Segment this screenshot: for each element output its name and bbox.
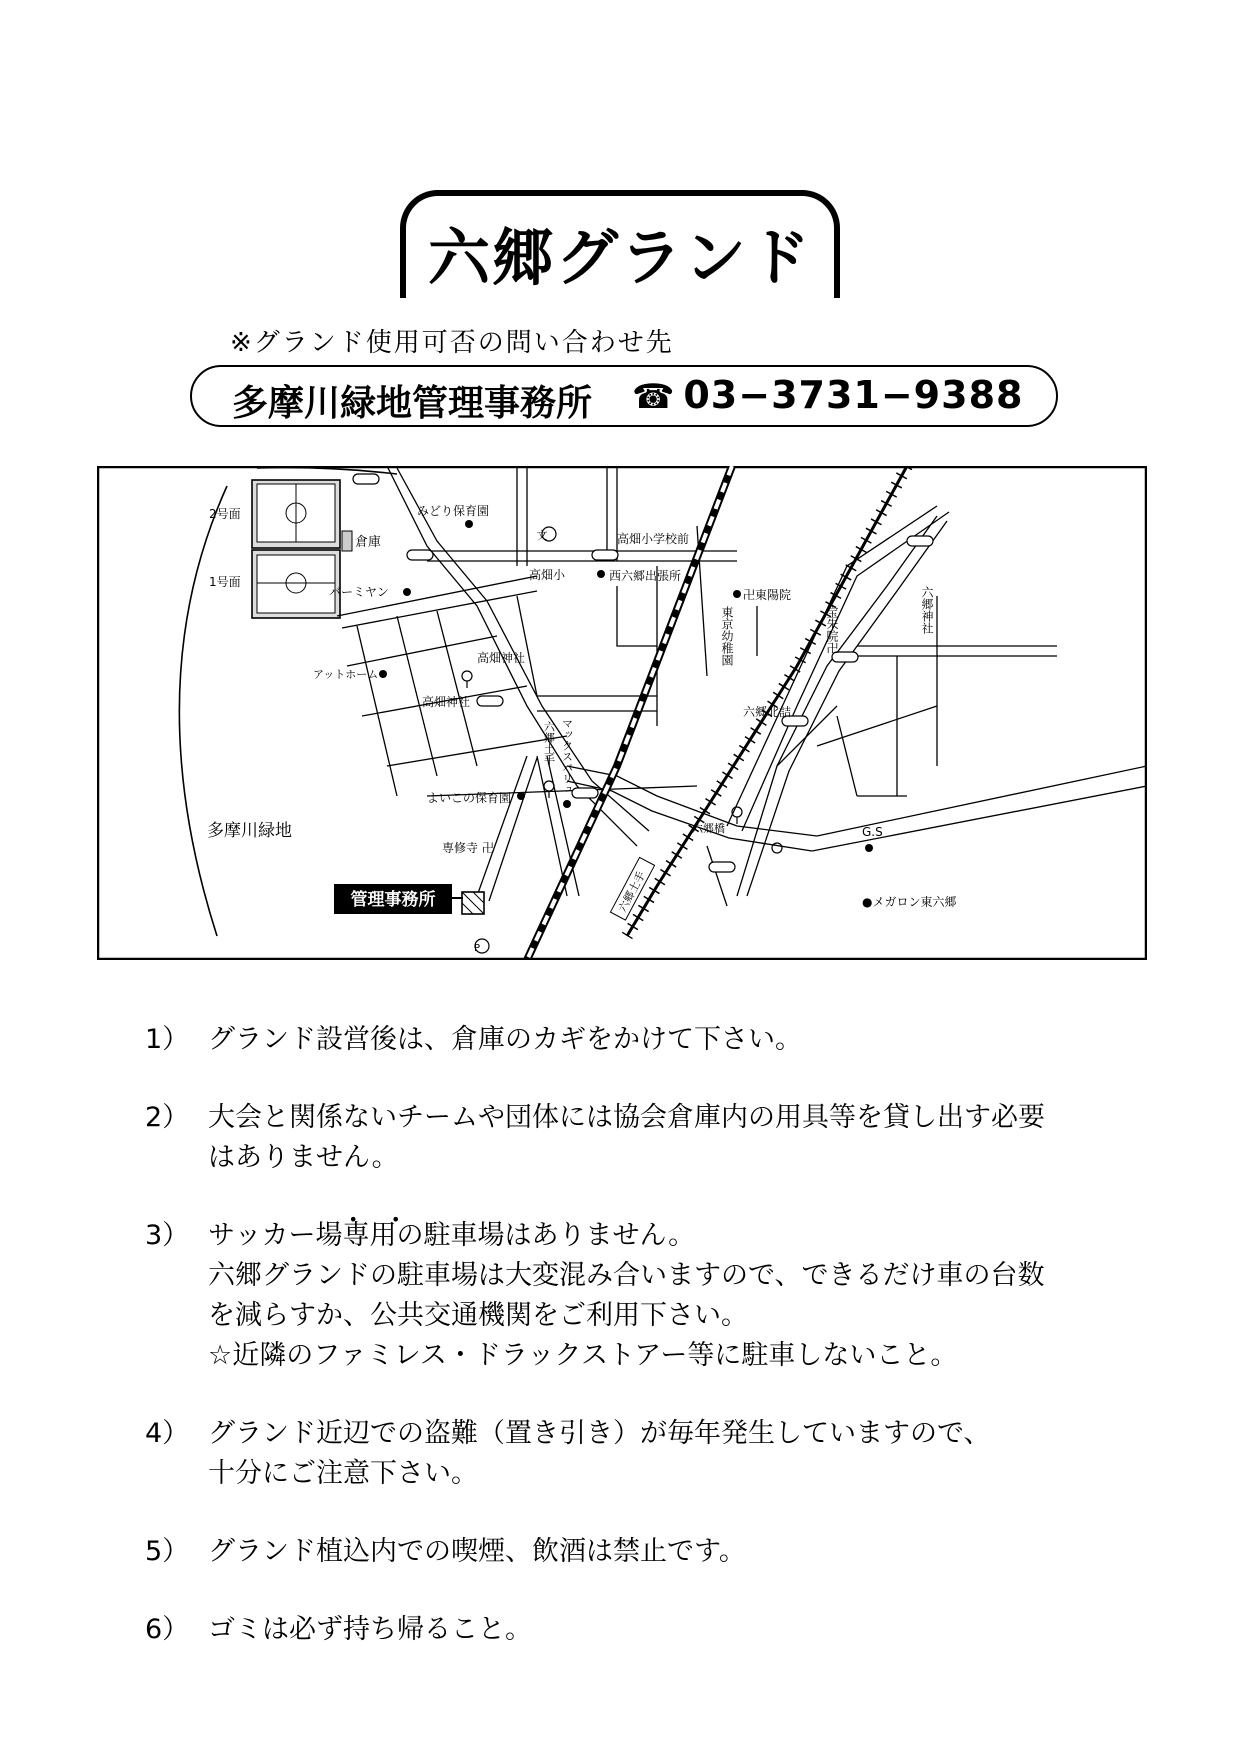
office-name: 多摩川緑地管理事務所 [232,383,593,424]
area-map [97,466,1147,960]
field-1 [252,550,340,618]
rule-3 [145,1216,1145,1376]
label-field-2: 2号面 [209,507,241,521]
label-takahata-jinja-stop: 高畑神社 [422,695,471,709]
rule-line: 六郷グランドの駐車場は大変混み合いますので、できるだけ車の台数 [208,1260,1045,1291]
rule-line: ☆近隣のファミレス・ドラックストアー等に駐車しないこと。 [208,1340,958,1371]
label-maxvalu: マックスバリュ [560,718,574,795]
rule-line: はありません。 [208,1142,399,1173]
rule-6 [145,1610,1145,1650]
rule-line: を減らすか、公共交通機関をご利用下さい。 [208,1300,748,1331]
page-title: 六郷グランド [427,221,812,294]
label-rokugo-kitazume: 六郷北詰 [743,705,792,719]
rule-line: ゴミは必ず持ち帰ること。 [208,1614,532,1645]
rule-number: 2） [145,1102,190,1133]
label-rokugo-jinja: 六郷神社 [920,586,934,634]
label-tamagawa: 多摩川緑地 [207,821,292,841]
label-gs: G.S [862,825,883,839]
label-kanri: 管理事務所 [350,890,436,910]
rule-4 [145,1414,1145,1494]
label-hoshuin: 宝朱院卍 [825,606,839,654]
label-senshuji: 専修寺 卍 [442,841,494,855]
rule-number: 4） [145,1418,190,1449]
rule-line-emphasis [208,1216,1145,1256]
label-storage: 倉庫 [355,535,382,550]
label-midori: みどり保育園 [417,504,490,518]
rule-line: グランド設営後は、倉庫のカギをかけて下さい。 [208,1024,802,1055]
rule-text-emphasis: • • 専用 [342,1220,396,1251]
school-mark: 文 [536,529,548,542]
rule-number: 6） [145,1614,190,1645]
rule-1 [145,1020,1145,1060]
rule-2 [145,1098,1145,1178]
rule-number: 5） [145,1536,190,1567]
label-touyouin: 卍東陽院 [743,588,792,602]
label-rokugobashi: 六郷橋 [692,822,725,835]
label-megalon: ●メガロン東六郷 [862,895,957,909]
rule-number: 1） [145,1024,190,1055]
label-rokugo-dote: 六郷土手 [542,721,556,765]
storage-shed [342,531,352,551]
rule-text-post: の駐車場はありません。 [396,1220,696,1251]
rules-list [145,1020,1145,1688]
label-takahata-sho: 高畑小 [529,568,566,582]
phone-number: 03−3731−9388 [683,373,1024,417]
label-takahata-jinja-shrine: 高畑神社 [477,651,526,665]
label-yoiko: よいこの保育園 [427,791,512,805]
contact-note: ※グランド使用可否の問い合わせ先 [230,328,674,358]
label-field-1: 1号面 [209,575,241,589]
label-bamiyan: バーミヤン [329,585,389,599]
rule-5 [145,1532,1145,1572]
rule-line: グランド近辺での盗難（置き引き）が毎年発生していますので、 [208,1418,991,1449]
rule-line: 十分にご注意下さい。 [208,1458,478,1489]
rule-number: 3） [145,1220,190,1251]
phone-number-wrap [632,373,1023,417]
rule-text-pre: サッカー場 [208,1220,343,1251]
label-nishirokugo: 西六郷出張所 [609,569,682,583]
rule-line: グランド植込内での喫煙、飲酒は禁止です。 [208,1536,746,1567]
title-frame [400,190,840,298]
label-tokyo-youchien: 東京幼稚園 [720,606,734,666]
phone-icon: ☎ [632,377,676,417]
parking-mark: P [473,943,481,954]
rule-line: 大会と関係ないチームや団体には協会倉庫内の用具等を貸し出す必要 [208,1102,1045,1133]
label-athome: アットホーム [313,668,379,681]
label-rokugo-dote-station: 六郷土手 [615,869,649,915]
field-2 [252,480,340,548]
label-takahata-sho-mae: 高畑小学校前 [617,532,690,546]
contact-box [190,365,1058,427]
